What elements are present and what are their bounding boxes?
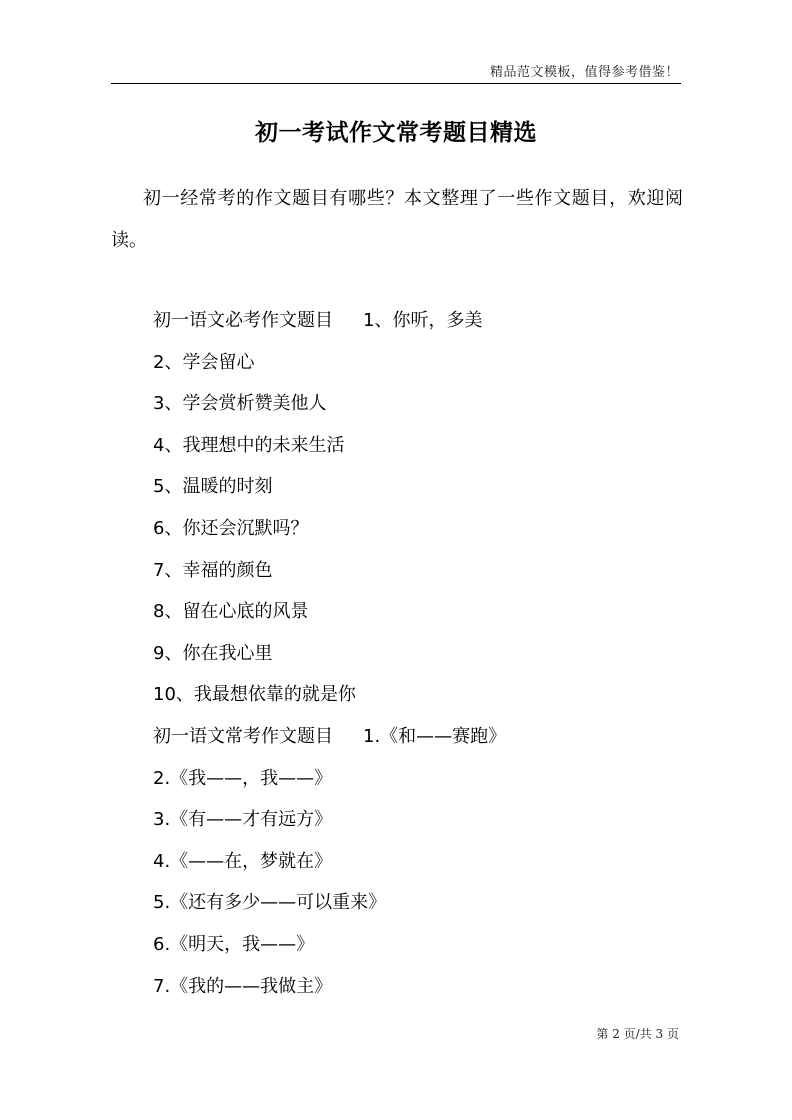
- topic-item: 2、学会留心: [153, 351, 255, 373]
- essay-topic-list: [153, 300, 506, 1007]
- section-heading: 初一语文常考作文题目: [153, 725, 333, 747]
- topic-item: 4.《——在，梦就在》: [153, 850, 333, 872]
- list-line: [153, 300, 506, 342]
- header-divider: [111, 83, 681, 84]
- topic-item: 9、你在我心里: [153, 642, 273, 664]
- header-note: 精品范文模板，值得参考借鉴！: [489, 65, 679, 80]
- topic-item: 6、你还会沉默吗？: [153, 517, 309, 539]
- topic-item: 5.《还有多少——可以重来》: [153, 892, 387, 914]
- topic-item: 5、温暖的时刻: [153, 476, 273, 498]
- topic-item: 3.《有——才有远方》: [153, 809, 333, 831]
- topic-item: 7、幸福的颜色: [153, 559, 273, 581]
- list-line: [153, 716, 506, 758]
- document-title: 初一考试作文常考题目精选: [255, 120, 537, 146]
- topic-item: 1、你听，多美: [363, 310, 483, 331]
- page-indicator: 第 2 页/共 3 页: [596, 1027, 679, 1041]
- topic-item: 2.《我——，我——》: [153, 767, 333, 789]
- intro-paragraph: 初一经常考的作文题目有哪些？本文整理了一些作文题目，欢迎阅读。: [111, 188, 683, 251]
- topic-item: 6.《明天，我——》: [153, 933, 315, 955]
- topic-item: 8、留在心底的风景: [153, 601, 309, 623]
- topic-item: 10、我最想依靠的就是你: [153, 684, 356, 706]
- topic-item: 7.《我的——我做主》: [153, 975, 333, 997]
- section-heading: 初一语文必考作文题目: [153, 310, 333, 331]
- topic-item: 4、我理想中的未来生活: [153, 434, 345, 456]
- topic-item: 1.《和——赛跑》: [363, 725, 507, 747]
- topic-item: 3、学会赏析赞美他人: [153, 393, 327, 415]
